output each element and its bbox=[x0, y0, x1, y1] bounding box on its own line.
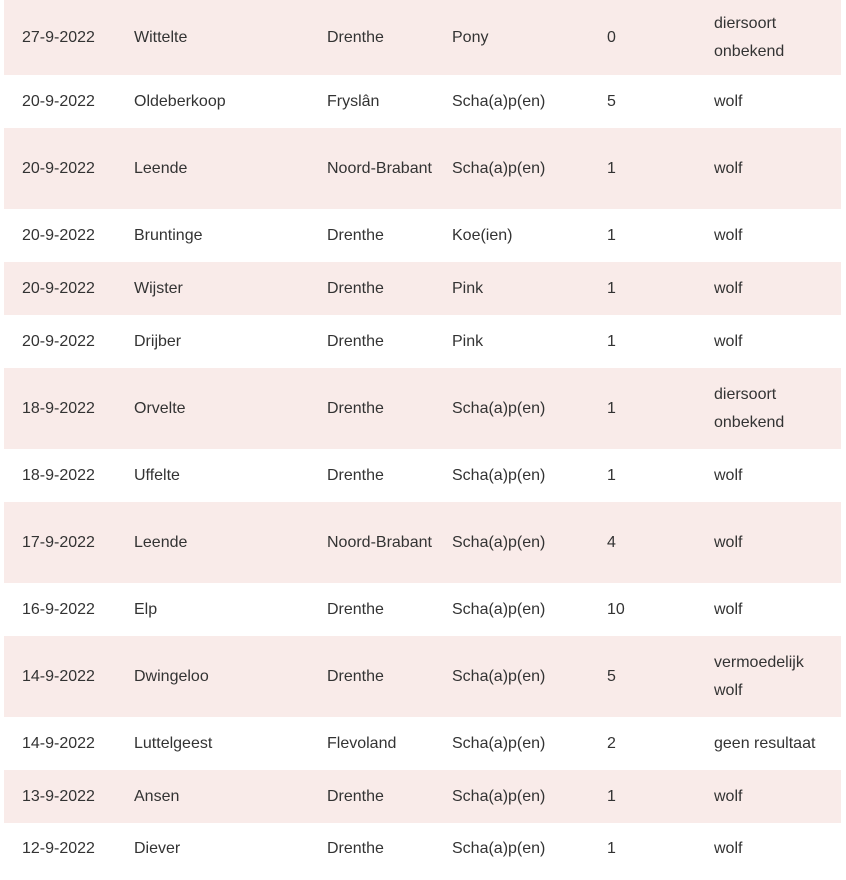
table-row bbox=[4, 209, 841, 262]
cell-date: 20-9-2022 bbox=[22, 279, 95, 297]
cell-date: 20-9-2022 bbox=[22, 159, 95, 177]
cell-count: 1 bbox=[607, 279, 616, 297]
cell-place: Drijber bbox=[134, 332, 182, 350]
cell-animal: Scha(a)p(en) bbox=[452, 734, 546, 752]
cell-place: Ansen bbox=[134, 787, 180, 805]
cell-result: wolf bbox=[714, 332, 743, 350]
cell-animal: Scha(a)p(en) bbox=[452, 787, 546, 805]
cell-animal: Pink bbox=[452, 279, 484, 297]
cell-province: Drenthe bbox=[327, 28, 384, 46]
cell-place: Elp bbox=[134, 600, 158, 618]
cell-animal: Scha(a)p(en) bbox=[452, 600, 546, 618]
cell-result: wolf bbox=[714, 279, 743, 297]
cell-province: Drenthe bbox=[327, 279, 384, 297]
cell-result: wolf bbox=[714, 787, 743, 805]
cell-count: 1 bbox=[607, 159, 616, 177]
cell-count: 1 bbox=[607, 466, 616, 484]
cell-date: 17-9-2022 bbox=[22, 533, 95, 551]
table-row bbox=[4, 717, 841, 770]
cell-date: 12-9-2022 bbox=[22, 840, 95, 857]
cell-animal: Scha(a)p(en) bbox=[452, 840, 546, 857]
cell-place: Orvelte bbox=[134, 399, 186, 417]
cell-count: 1 bbox=[607, 787, 616, 805]
cell-province: Drenthe bbox=[327, 399, 384, 417]
cell-count: 5 bbox=[607, 667, 616, 685]
cell-date: 14-9-2022 bbox=[22, 667, 95, 685]
cell-result: wolf bbox=[714, 600, 743, 618]
table-row bbox=[4, 128, 841, 209]
cell-date: 14-9-2022 bbox=[22, 734, 95, 752]
cell-result: wolf bbox=[714, 533, 743, 551]
cell-count: 0 bbox=[607, 28, 616, 46]
cell-count: 1 bbox=[607, 840, 616, 857]
cell-date: 20-9-2022 bbox=[22, 332, 95, 350]
cell-province: Drenthe bbox=[327, 787, 384, 805]
cell-province: Drenthe bbox=[327, 840, 384, 857]
cell-animal: Scha(a)p(en) bbox=[452, 92, 546, 110]
cell-result: diersoort onbekend bbox=[714, 14, 785, 60]
cell-province: Drenthe bbox=[327, 466, 384, 484]
cell-animal: Scha(a)p(en) bbox=[452, 667, 546, 685]
cell-date: 20-9-2022 bbox=[22, 92, 95, 110]
cell-place: Wijster bbox=[134, 279, 183, 297]
table-row bbox=[4, 75, 841, 128]
cell-result: wolf bbox=[714, 226, 743, 244]
cell-result: wolf bbox=[714, 92, 743, 110]
table-row bbox=[4, 823, 841, 875]
cell-animal: Pony bbox=[452, 28, 489, 46]
cell-animal: Scha(a)p(en) bbox=[452, 466, 546, 484]
cell-animal: Scha(a)p(en) bbox=[452, 533, 546, 551]
cell-province: Fryslân bbox=[327, 92, 380, 110]
cell-date: 13-9-2022 bbox=[22, 787, 95, 805]
cell-place: Luttelgeest bbox=[134, 734, 213, 752]
cell-place: Uffelte bbox=[134, 466, 180, 484]
table-row bbox=[4, 583, 841, 636]
cell-place: Wittelte bbox=[134, 28, 188, 46]
cell-result: geen resultaat bbox=[714, 734, 816, 752]
table-row bbox=[4, 315, 841, 368]
cell-date: 20-9-2022 bbox=[22, 226, 95, 244]
table-row bbox=[4, 636, 841, 717]
cell-count: 4 bbox=[607, 533, 616, 551]
cell-count: 1 bbox=[607, 399, 616, 417]
cell-result: wolf bbox=[714, 840, 743, 857]
table-row bbox=[4, 770, 841, 823]
cell-province: Drenthe bbox=[327, 332, 384, 350]
table-row bbox=[4, 262, 841, 315]
cell-result: vermoedelijk wolf bbox=[714, 653, 804, 699]
table-row bbox=[4, 502, 841, 583]
cell-province: Drenthe bbox=[327, 226, 384, 244]
cell-province: Drenthe bbox=[327, 667, 384, 685]
cell-animal: Koe(ien) bbox=[452, 226, 513, 244]
cell-count: 1 bbox=[607, 332, 616, 350]
cell-animal: Scha(a)p(en) bbox=[452, 399, 546, 417]
cell-place: Diever bbox=[134, 840, 181, 857]
cell-count: 10 bbox=[607, 600, 625, 618]
cell-place: Leende bbox=[134, 159, 188, 177]
cell-animal: Scha(a)p(en) bbox=[452, 159, 546, 177]
cell-animal: Pink bbox=[452, 332, 484, 350]
cell-date: 18-9-2022 bbox=[22, 466, 95, 484]
cell-count: 2 bbox=[607, 734, 616, 752]
cell-province: Noord-Brabant bbox=[327, 533, 432, 551]
table-row bbox=[4, 449, 841, 502]
cell-place: Dwingeloo bbox=[134, 667, 209, 685]
cell-date: 16-9-2022 bbox=[22, 600, 95, 618]
incidents-table bbox=[4, 0, 841, 875]
cell-date: 27-9-2022 bbox=[22, 28, 95, 46]
cell-result: diersoort onbekend bbox=[714, 385, 785, 431]
cell-count: 1 bbox=[607, 226, 616, 244]
cell-date: 18-9-2022 bbox=[22, 399, 95, 417]
table-row bbox=[4, 368, 841, 449]
cell-place: Oldeberkoop bbox=[134, 92, 226, 110]
cell-place: Leende bbox=[134, 533, 188, 551]
cell-place: Bruntinge bbox=[134, 226, 203, 244]
table-row bbox=[4, 0, 841, 75]
cell-province: Flevoland bbox=[327, 734, 397, 752]
cell-count: 5 bbox=[607, 92, 616, 110]
cell-province: Noord-Brabant bbox=[327, 159, 432, 177]
cell-result: wolf bbox=[714, 159, 743, 177]
cell-province: Drenthe bbox=[327, 600, 384, 618]
cell-result: wolf bbox=[714, 466, 743, 484]
